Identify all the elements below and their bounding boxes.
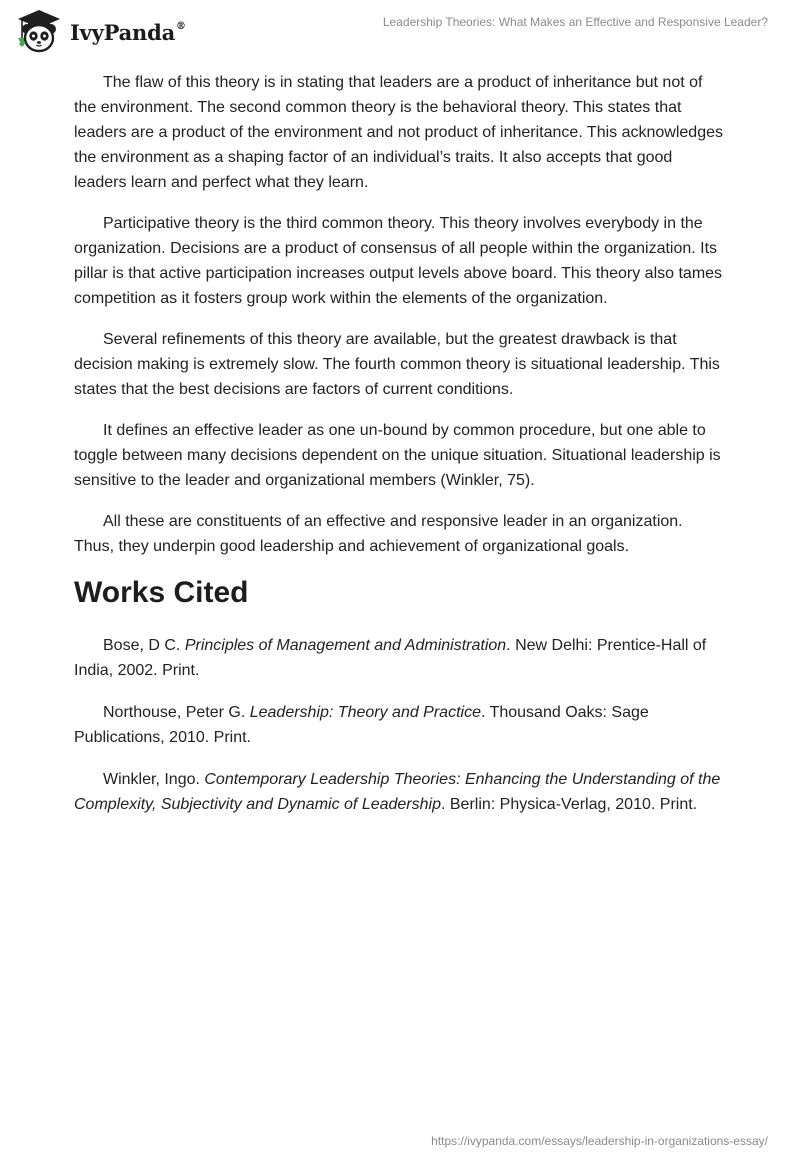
panda-graduate-icon bbox=[14, 8, 64, 54]
document-title: Leadership Theories: What Makes an Effective and Responsive Leader? bbox=[382, 15, 768, 29]
citation-entry bbox=[74, 700, 726, 750]
citation-publication: . Berlin: Physica-Verlag, 2010. Print. bbox=[440, 796, 698, 813]
ivypanda-logo[interactable] bbox=[14, 8, 186, 54]
body-paragraph: The flaw of this theory is in stating that leaders are a product of inheritance but not of the environment. The second common theory is the behavioral theory. This states that leaders are a product of the environment and not product of inheritance. This acknowledges the environment as a shaping factor of an individual’s traits. It also accepts that good leaders learn and perfect what they learn. bbox=[74, 74, 723, 191]
citation-publication: . Thousand Oaks: Sage Publications, 2010. Print. bbox=[74, 704, 649, 746]
citation-publication: . New Delhi: Prentice-Hall of India, 2002. Print. bbox=[74, 637, 707, 679]
works-cited-heading: Works Cited bbox=[74, 576, 249, 609]
registered-mark: ® bbox=[176, 20, 186, 32]
citation-author: Winkler, Ingo. bbox=[103, 771, 205, 788]
brand-name: IvyPanda® bbox=[70, 19, 186, 45]
body-paragraph: It defines an effective leader as one un-bound by common procedure, but one able to toggle between many decisions dependent on the unique situation. Situational leadership is sensitive to the leader and organizational members (Winkler, 75). bbox=[74, 422, 721, 489]
body-paragraph: Participative theory is the third common theory. This theory involves everybody in the organization. Decisions are a product of consensus of all people within the organization. Its pillar is that active participation increases output levels above board. This theory also tames competition as it fosters group work within the elements of the organization. bbox=[74, 215, 723, 307]
page-header bbox=[0, 0, 800, 60]
body-paragraph: All these are constituents of an effective and responsive leader in an organization. Thus, they underpin good leadership and achievement of organizational goals. bbox=[74, 513, 683, 555]
citation-entry bbox=[74, 767, 726, 817]
citation-title: Contemporary Leadership Theories: Enhancing the Understanding of the Complexity, Subjectivity and Dynamic of Leadership bbox=[74, 771, 721, 813]
citation-author: Northouse, Peter G. bbox=[103, 704, 250, 721]
body-paragraph: Several refinements of this theory are available, but the greatest drawback is that decision making is extremely slow. The fourth common theory is situational leadership. This states that the best decisions are factors of current conditions. bbox=[74, 331, 720, 398]
citation-title: Principles of Management and Administration bbox=[184, 637, 507, 654]
essay-content bbox=[74, 70, 726, 834]
citation-author: Bose, D C. bbox=[103, 637, 185, 654]
source-url[interactable]: https://ivypanda.com/essays/leadership-in-organizations-essay/ bbox=[431, 1134, 768, 1148]
citation-entry bbox=[74, 633, 726, 683]
citation-title: Leadership: Theory and Practice bbox=[249, 704, 481, 721]
